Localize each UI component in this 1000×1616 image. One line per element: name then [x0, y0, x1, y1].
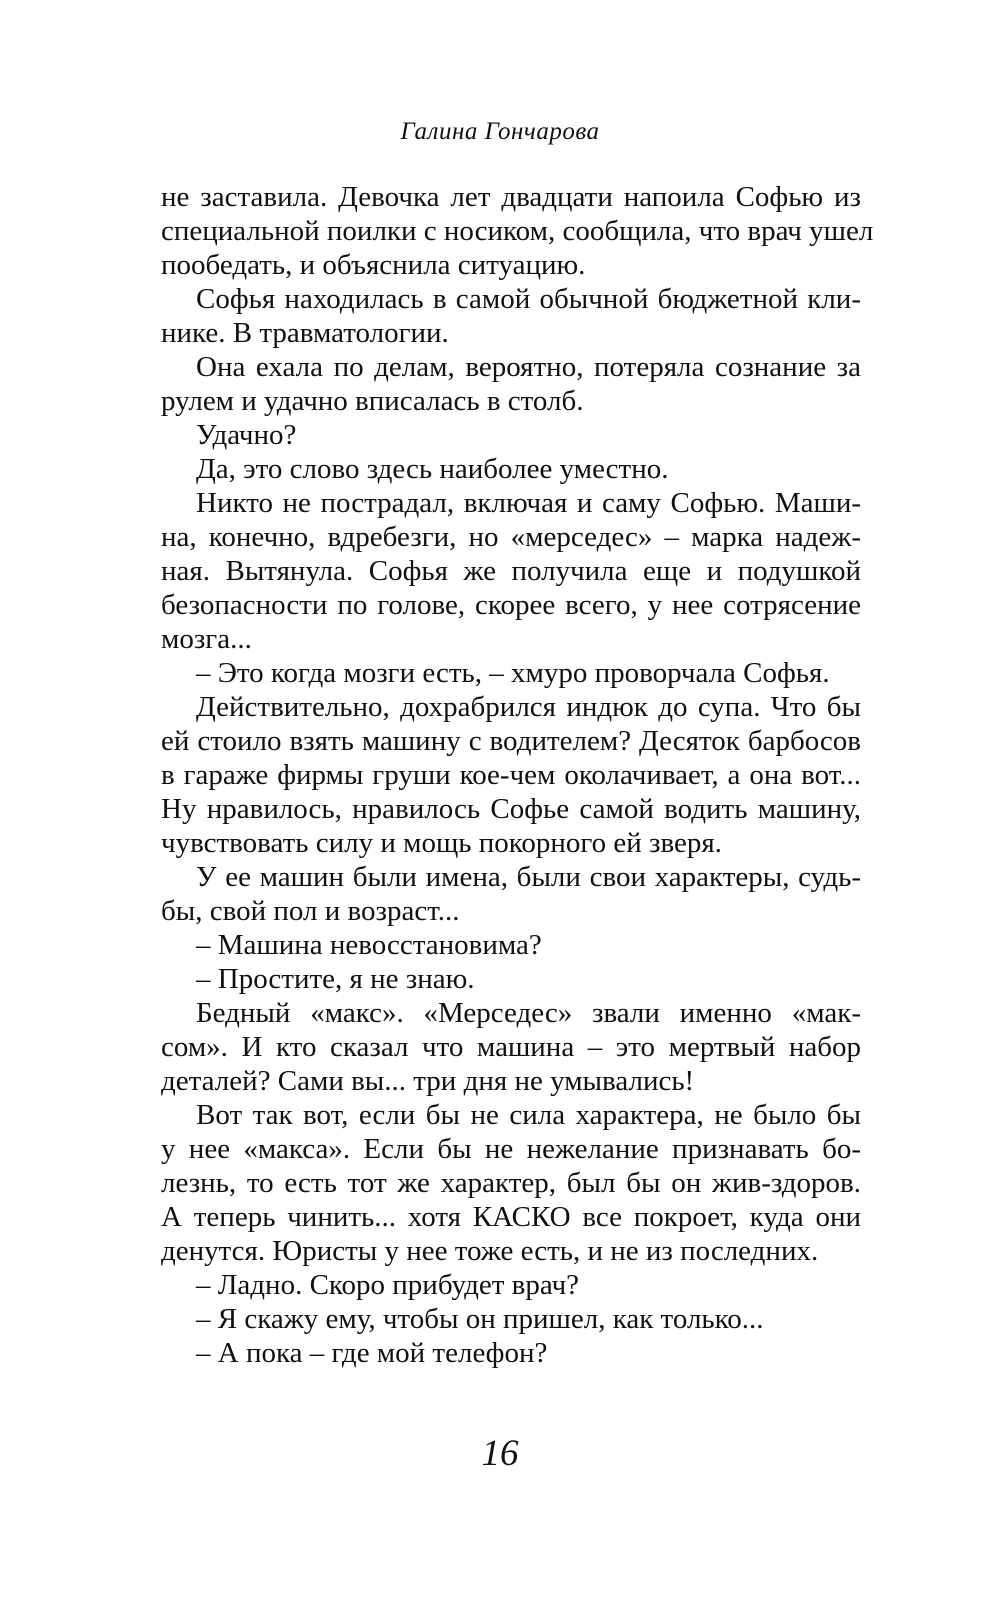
text-line: безопасности по голове, скорее всего, у нее сотрясение [161, 589, 861, 621]
text-line: Вот так вот, если бы не сила характера, не было бы [196, 1099, 861, 1131]
text-line: – Я скажу ему, чтобы он пришел, как только... [196, 1303, 764, 1335]
text-line: Да, это слово здесь наиболее уместно. [196, 453, 669, 485]
text-line: – Это когда мозги есть, – хмуро проворчала Софья. [196, 657, 830, 689]
text-line: специальной поилки с носиком, сообщила, что врач ушел [161, 215, 874, 247]
text-line: – А пока – где мой телефон? [196, 1337, 548, 1369]
text-line: рулем и удачно вписалась в столб. [161, 385, 584, 417]
body-text [161, 180, 874, 1370]
text-line: не заставила. Девочка лет двадцати напоила Софью из [161, 181, 861, 213]
text-line: денутся. Юристы у нее тоже есть, и не из последних. [161, 1235, 819, 1267]
text-line: Удачно? [196, 419, 297, 451]
text-line: сом». И кто сказал что машина – это мертвый набор [161, 1031, 861, 1063]
text-line: чувствовать силу и мощь покорного ей зверя. [161, 827, 722, 859]
text-line: у нее «макса». Если бы не нежелание признавать бо- [161, 1133, 861, 1165]
text-line: – Ладно. Скоро прибудет врач? [196, 1269, 580, 1301]
text-line: лезнь, то есть тот же характер, был бы он жив-здоров. [161, 1167, 861, 1199]
text-line: на, конечно, вдребезги, но «мерседес» – марка надеж- [161, 521, 861, 553]
text-line: Никто не пострадал, включая и саму Софью. Маши- [196, 487, 861, 519]
text-line: Ну нравилось, нравилось Софье самой водить машину, [161, 793, 861, 825]
text-line: – Простите, я не знаю. [196, 963, 475, 995]
text-line: деталей? Сами вы... три дня не умывались! [161, 1065, 695, 1097]
page-number: 16 [481, 1433, 519, 1474]
text-line: Софья находилась в самой обычной бюджетной кли- [196, 283, 861, 315]
text-line: бы, свой пол и возраст... [161, 895, 460, 927]
text-line: У ее машин были имена, были свои характеры, судь- [196, 861, 861, 893]
running-header-author: Галина Гончарова [400, 118, 600, 145]
text-line: А теперь чинить... хотя КАСКО все покроет, куда они [161, 1201, 861, 1233]
text-line: ей стоило взять машину с водителем? Десяток барбосов [161, 725, 861, 757]
text-line: пообедать, и объяснила ситуацию. [161, 249, 586, 281]
text-line: Действительно, дохрабрился индюк до супа. Что бы [196, 691, 861, 723]
text-line: – Машина невосстановима? [196, 929, 542, 961]
text-line: ная. Вытянула. Софья же получила еще и подушкой [161, 555, 861, 587]
text-line: Бедный «макс». «Мерседес» звали именно «мак- [196, 997, 861, 1029]
text-line: Она ехала по делам, вероятно, потеряла сознание за [196, 351, 861, 383]
text-line: в гараже фирмы груши кое-чем околачивает, а она вот... [161, 759, 861, 791]
text-line: мозга... [161, 623, 252, 655]
text-line: нике. В травматологии. [161, 317, 449, 349]
